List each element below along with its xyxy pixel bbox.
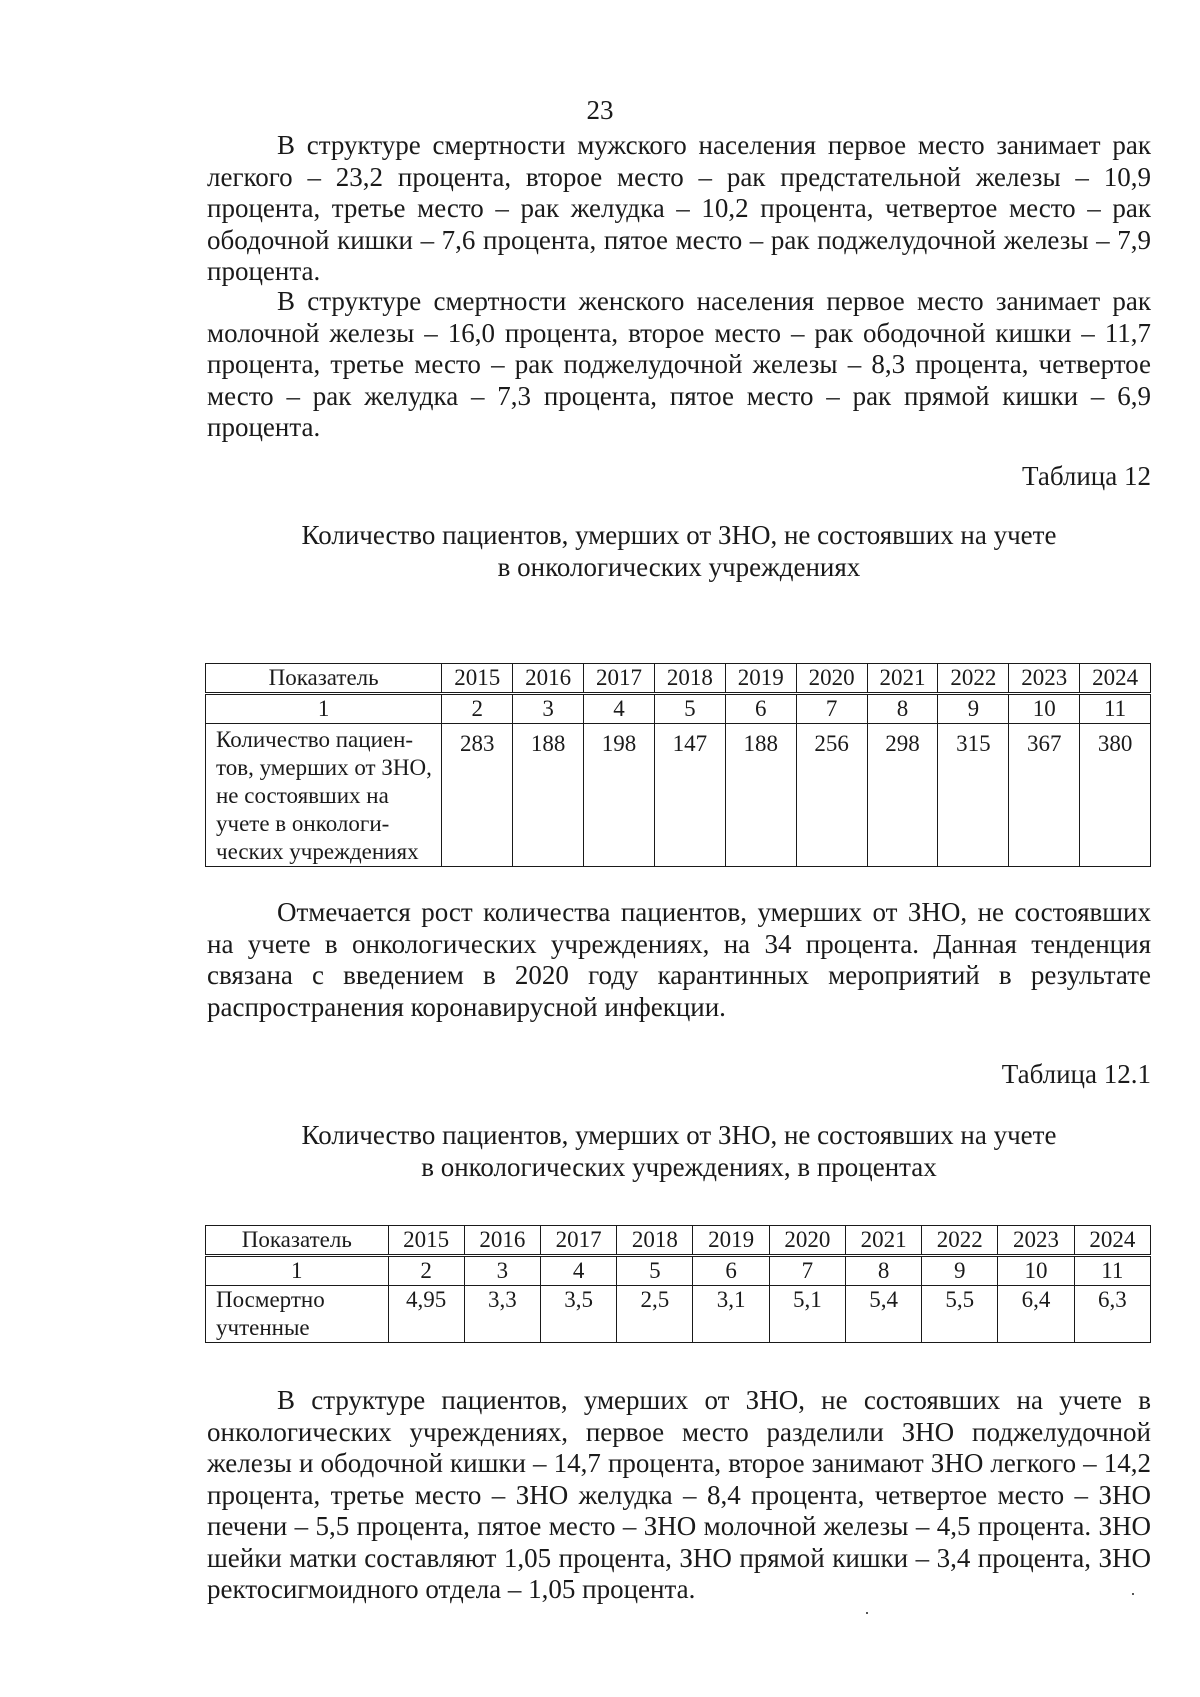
table-12-value-cell: 198 [584,724,655,867]
table-12-number-row [206,694,1151,724]
table-12-title-line-1: Количество пациентов, умерших от ЗНО, не состоявших на учете [301,520,1057,550]
scan-speck [1132,1593,1134,1595]
table-12-value-cell: 367 [1009,724,1080,867]
table-12-1-header-cell: 2023 [998,1226,1074,1256]
table-12-1-title [207,1120,1151,1183]
table-12-row-label: Количество пациен-тов, умерших от ЗНО, не состоявших на учете в онкологи-ческих учреждениях [206,724,442,867]
table-12-1-value-cell: 4,95 [388,1286,464,1343]
table-12-1-title-line-1: Количество пациентов, умерших от ЗНО, не состоявших на учете [301,1120,1057,1150]
table-12-1-number-cell: 2 [388,1256,464,1286]
table-12-1-header-cell: 2020 [769,1226,845,1256]
table-12-number-cell: 2 [442,694,513,724]
table-12-number-cell: 11 [1080,694,1151,724]
table-12-1 [205,1225,1151,1343]
table-12-header-cell: Показатель [206,664,442,694]
table-12-1-value-cell: 5,4 [845,1286,921,1343]
paragraph-growth-note: Отмечается рост количества пациентов, умерших от ЗНО, не состоявших на учете в онкологических учреждениях, на 34 процента. Данная тенденция связана с введением в 2020 году карантинных мероприятий в результате распространения коронавирусной инфекции. [207,897,1151,1022]
table-12-number-cell: 8 [867,694,938,724]
table-12-header-cell: 2019 [725,664,796,694]
table-12-value-cell: 188 [513,724,584,867]
table-12-1-header-cell: 2017 [541,1226,617,1256]
table-12-1-header-row [206,1226,1151,1256]
table-12-number-cell: 6 [725,694,796,724]
table-12-1-header-cell: 2018 [617,1226,693,1256]
table-12-1-header-cell: Показатель [206,1226,389,1256]
table-12-1-title-line-2: в онкологических учреждениях, в процентах [421,1151,937,1182]
table-12-header-cell: 2018 [654,664,725,694]
table-12-header-cell: 2022 [938,664,1009,694]
page-number: 23 [586,95,614,125]
table-12-value-cell: 188 [725,724,796,867]
table-12-number-cell: 7 [796,694,867,724]
table-12-title [207,520,1151,583]
table-12-1-number-cell: 1 [206,1256,389,1286]
table-12-1-number-cell: 6 [693,1256,769,1286]
table-12-title-line-2: в онкологических учреждениях [497,551,861,582]
scan-speck [866,1612,868,1614]
paragraph-female-mortality: В структуре смертности женского населения первое место занимает рак молочной железы – 16,0 процента, второе место – рак ободочной кишки – 11,7 процента, третье место – рак поджелудочной железы – 8,3 процента, четвертое место – рак желудка – 7,3 процента, пятое место – рак прямой кишки – 6,9 процента. [207,286,1151,442]
table-12-header-row [206,664,1151,694]
table-12-1-value-cell: 6,3 [1074,1286,1150,1343]
table-12-number-cell: 1 [206,694,442,724]
table-12-1-header-cell: 2024 [1074,1226,1150,1256]
table-12-number-cell: 3 [513,694,584,724]
table-12-1-row-label: Посмертно учтенные [206,1286,389,1343]
table-12-1-header-cell: 2021 [845,1226,921,1256]
table-12-1-header-cell: 2015 [388,1226,464,1256]
table-12-header-cell: 2023 [1009,664,1080,694]
table-12-header-cell: 2024 [1080,664,1151,694]
table-12-1-value-cell: 3,5 [541,1286,617,1343]
table-12-1-number-cell: 9 [922,1256,998,1286]
table-12-number-cell: 9 [938,694,1009,724]
table-12-1-number-cell: 5 [617,1256,693,1286]
table-12 [205,663,1151,867]
table-12-label: Таблица 12 [1022,461,1151,491]
table-12-1-number-cell: 10 [998,1256,1074,1286]
table-12-1-number-row [206,1256,1151,1286]
table-12-header-cell: 2020 [796,664,867,694]
table-12-value-cell: 283 [442,724,513,867]
table-12-header-cell: 2016 [513,664,584,694]
table-12-value-cell: 315 [938,724,1009,867]
table-12-1-data-row [206,1286,1151,1343]
table-12-number-cell: 4 [584,694,655,724]
table-12-1-value-cell: 3,1 [693,1286,769,1343]
table-12-1-value-cell: 6,4 [998,1286,1074,1343]
table-12-1-number-cell: 11 [1074,1256,1150,1286]
table-12-value-cell: 147 [654,724,725,867]
table-12-header-cell: 2017 [584,664,655,694]
table-12-1-number-cell: 7 [769,1256,845,1286]
paragraph-structure-note: В структуре пациентов, умерших от ЗНО, не состоявших на учете в онкологических учреждениях, первое место разделили ЗНО поджелудочной железы и ободочной кишки – 14,7 процента, второе занимают ЗНО легкого – 14,2 процента, третье место – ЗНО желудка – 8,4 процента, четвертое место – ЗНО печени – 5,5 процента, пятое место – ЗНО молочной железы – 4,5 процента. ЗНО шейки матки составляют 1,05 процента, ЗНО прямой кишки – 3,4 процента, ЗНО ректосигмоидного отдела – 1,05 процента. [207,1385,1151,1604]
paragraph-male-mortality: В структуре смертности мужского населения первое место занимает рак легкого – 23,2 процента, второе место – рак предстательной железы – 10,9 процента, третье место – рак желудка – 10,2 процента, четвертое место – рак ободочной кишки – 7,6 процента, пятое место – рак поджелудочной железы – 7,9 процента. [207,130,1151,286]
table-12-1-label: Таблица 12.1 [1001,1059,1151,1089]
table-12-1-number-cell: 3 [464,1256,540,1286]
table-12-header-cell: 2015 [442,664,513,694]
table-12-1-value-cell: 2,5 [617,1286,693,1343]
table-12-1-header-cell: 2019 [693,1226,769,1256]
table-12-1-header-cell: 2016 [464,1226,540,1256]
table-12-number-cell: 10 [1009,694,1080,724]
table-12-value-cell: 380 [1080,724,1151,867]
table-12-1-header-cell: 2022 [922,1226,998,1256]
table-12-number-cell: 5 [654,694,725,724]
table-12-value-cell: 256 [796,724,867,867]
table-12-1-value-cell: 5,1 [769,1286,845,1343]
table-12-1-number-cell: 8 [845,1256,921,1286]
table-12-data-row [206,724,1151,867]
table-12-1-value-cell: 5,5 [922,1286,998,1343]
table-12-header-cell: 2021 [867,664,938,694]
table-12-1-value-cell: 3,3 [464,1286,540,1343]
table-12-value-cell: 298 [867,724,938,867]
table-12-1-number-cell: 4 [541,1256,617,1286]
